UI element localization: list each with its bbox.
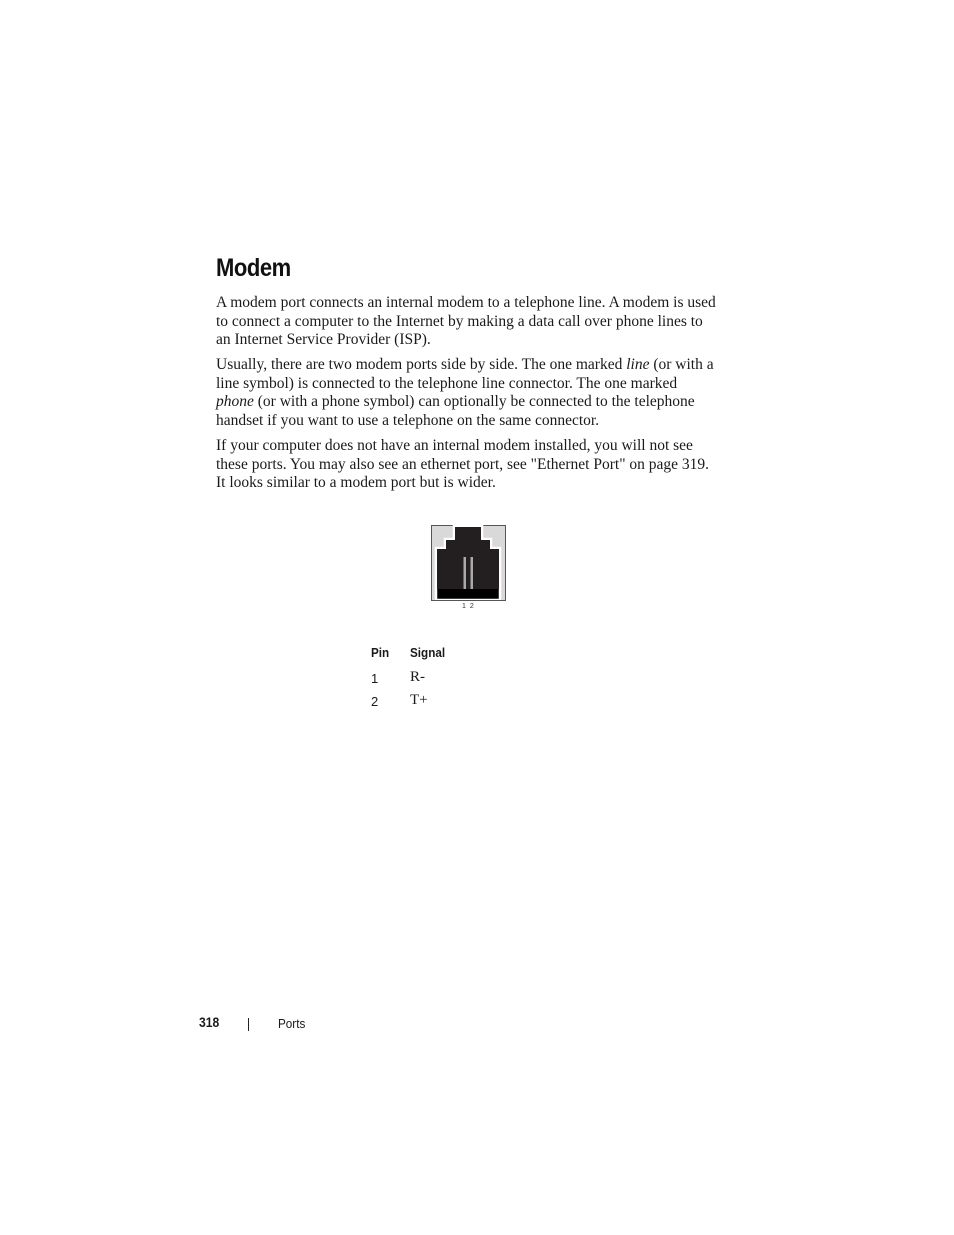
line-term: line [626, 356, 650, 373]
signal-column-header: Signal [410, 645, 446, 660]
signal-cell: R- [410, 669, 425, 685]
phone-term: phone [216, 393, 254, 410]
pin-column-header: Pin [371, 645, 390, 660]
page-title: Modem [216, 254, 291, 282]
ports-paragraph [216, 356, 716, 430]
pin-cell: 1 [371, 671, 379, 686]
table-header-row [371, 645, 449, 663]
intro-paragraph: A modem port connects an internal modem to a telephone line. A modem is used to connect a computer to the Internet by making a data call over phone lines to an Internet Service Provider (ISP). [216, 294, 716, 348]
table-row [371, 686, 449, 709]
ports-paragraph-text-b: (or with a line symbol) is connected to the telephone line connector. The one marked [216, 356, 714, 392]
footer-divider [248, 1018, 249, 1031]
ports-paragraph-text-a: Usually, there are two modem ports side by side. The one marked [216, 356, 627, 373]
table-row [371, 663, 449, 686]
page-number: 318 [199, 1015, 220, 1030]
ethernet-note-paragraph: If your computer does not have an internal modem installed, you will not see these ports. You may also see an ethernet port, see "Ethernet Port" on page 319. It looks similar to a modem port but is wider. [216, 437, 710, 491]
pin-number-labels: 1 2 [462, 603, 475, 610]
rj11-modem-port-icon [431, 525, 506, 601]
ports-paragraph-text-c: (or with a phone symbol) can optionally be connected to the telephone handset if you want to use a telephone on the same connector. [216, 393, 695, 429]
pin-signal-table [371, 645, 449, 709]
pin-cell: 2 [371, 694, 379, 709]
signal-cell: T+ [410, 692, 428, 708]
section-name: Ports [278, 1016, 306, 1031]
